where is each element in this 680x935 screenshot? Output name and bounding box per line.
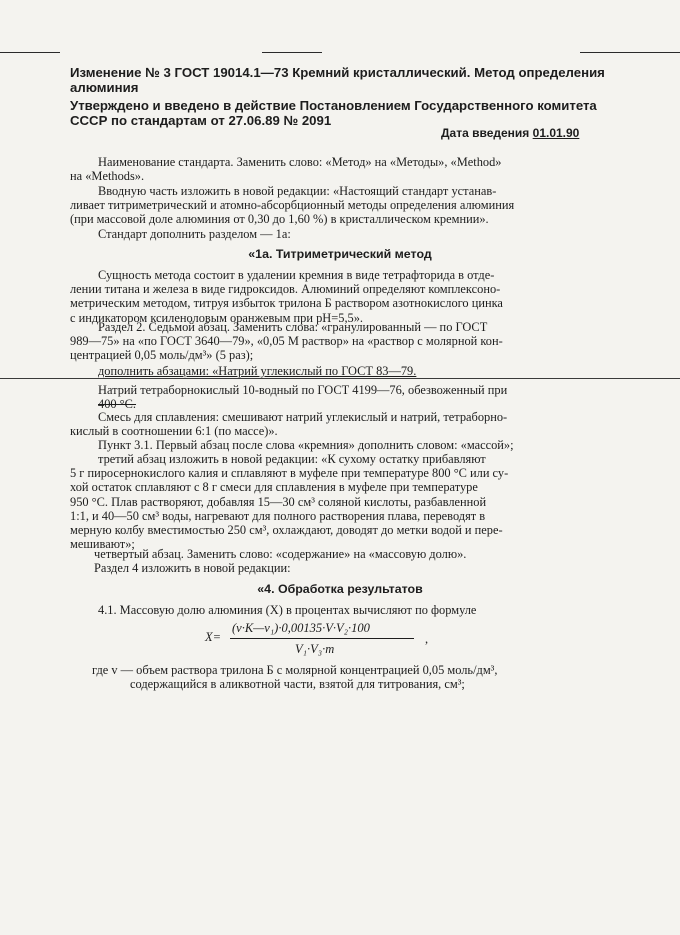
section-1a-heading: «1а. Титриметрический метод (248, 247, 432, 261)
formula-denominator: V₁·V₃·m (295, 642, 335, 656)
paragraph-section-4-intro: Раздел 4 изложить в новой редакции: (94, 561, 291, 575)
formula-comma: , (425, 632, 429, 646)
paragraph-standard-name: Наименование стандарта. Заменить слово: «Метод» на «Методы», «Method» на «Methods». (70, 155, 502, 184)
paragraph-clause-3-1: Пункт 3.1. Первый абзац после слова «кремния» дополнить словом: «массой»; (98, 438, 514, 452)
formula-numerator: (v·K—v₁)·0,00135·V·V₂·100 (232, 621, 370, 635)
formula-fraction-line (230, 638, 414, 639)
paragraph-sodium-tetraborate: Натрий тетраборнокислый 10-водный по ГОСТ 4199—76, обезвоженный при 400 °С. (98, 383, 508, 412)
paragraph-fourth-clause: четвертый абзац. Заменить слово: «содержание» на «массовую долю». (94, 547, 467, 561)
effective-date (441, 126, 579, 140)
paragraph-introduction: Вводную часть изложить в новой редакции: «Настоящий стандарт устанав- ливает титриметрический и атомно-абсорбционный методы определения алюминия (при массовой доле алюминия от 0,30 до 1,60 %) в кристаллическом кремнии». (70, 184, 515, 227)
paragraph-third-clause: третий абзац изложить в новой редакции: «К сухому остатку прибавляют 5 г пиросернокислого калия и сплавляют в муфеле при температуре 800 °С или су- хой остаток сплавляют с 8 г смеси для сплавления в муфеле при температуре 950 °С. Плав растворяют, добавляя 15—30 см³ соляной кислоты, разбавленной 1:1, и 40—50 см³ воды, нагревают для полного растворения плава, переводят в мерную колбу вместимостью 250 см³, охлаждают, доводят до метки водой и пере- мешивают»; (70, 452, 509, 552)
approval-statement: Утверждено и введено в действие Постановлением Государственного комитета СССР по стандартам от 27.06.89 № 2091 (70, 98, 597, 128)
paragraph-add-paragraphs: дополнить абзацами: «Натрий углекислый по ГОСТ 83—79. (98, 364, 417, 378)
amendment-title: Изменение № 3 ГОСТ 19014.1—73 Кремний кристаллический. Метод определения алюминия (70, 65, 605, 95)
section-4-heading: «4. Обработка результатов (257, 582, 423, 596)
paragraph-section-2: Раздел 2. Седьмой абзац. Заменить слова: «гранулированный — по ГОСТ 989—75» на «по ГОСТ 3640—79», «0,05 М раствор» на «раствор с молярной кон- центрацией 0,05 моль/дм³» (5 раз); (70, 320, 503, 363)
scan-line-left (0, 52, 60, 53)
paragraph-formula-intro: 4.1. Массовую долю алюминия (X) в процентах вычисляют по формуле (98, 603, 477, 617)
effective-date-value: 01.01.90 (532, 126, 580, 140)
paragraph-method-essence: Сущность метода состоит в удалении кремния в виде тетрафторида в отде- лении титана и железа в виде гидроксидов. Алюминий определяют комплексоно- метрическим методом, титруя избыток трилона Б раствором азотнокислого цинка с индикатором ксиленоловым оранжевым при рН=5,5». (70, 268, 503, 325)
paragraph-formula-legend: где v — объем раствора трилона Б с молярной концентрацией 0,05 моль/дм³, содержащийся в аликвотной части, взятой для титрования, см³; (92, 663, 498, 692)
scan-line-right (580, 52, 680, 53)
effective-date-label: Дата введения (441, 126, 530, 140)
paragraph-fusion-mixture: Смесь для сплавления: смешивают натрий углекислый и натрий, тетраборно- кислый в соотношении 6:1 (по массе)». (70, 410, 508, 439)
scan-line-mid (262, 52, 322, 53)
formula-lhs: X= (205, 630, 222, 644)
scan-line-mid-page (0, 378, 680, 379)
paragraph-add-section: Стандарт дополнить разделом — 1а: (98, 227, 291, 241)
